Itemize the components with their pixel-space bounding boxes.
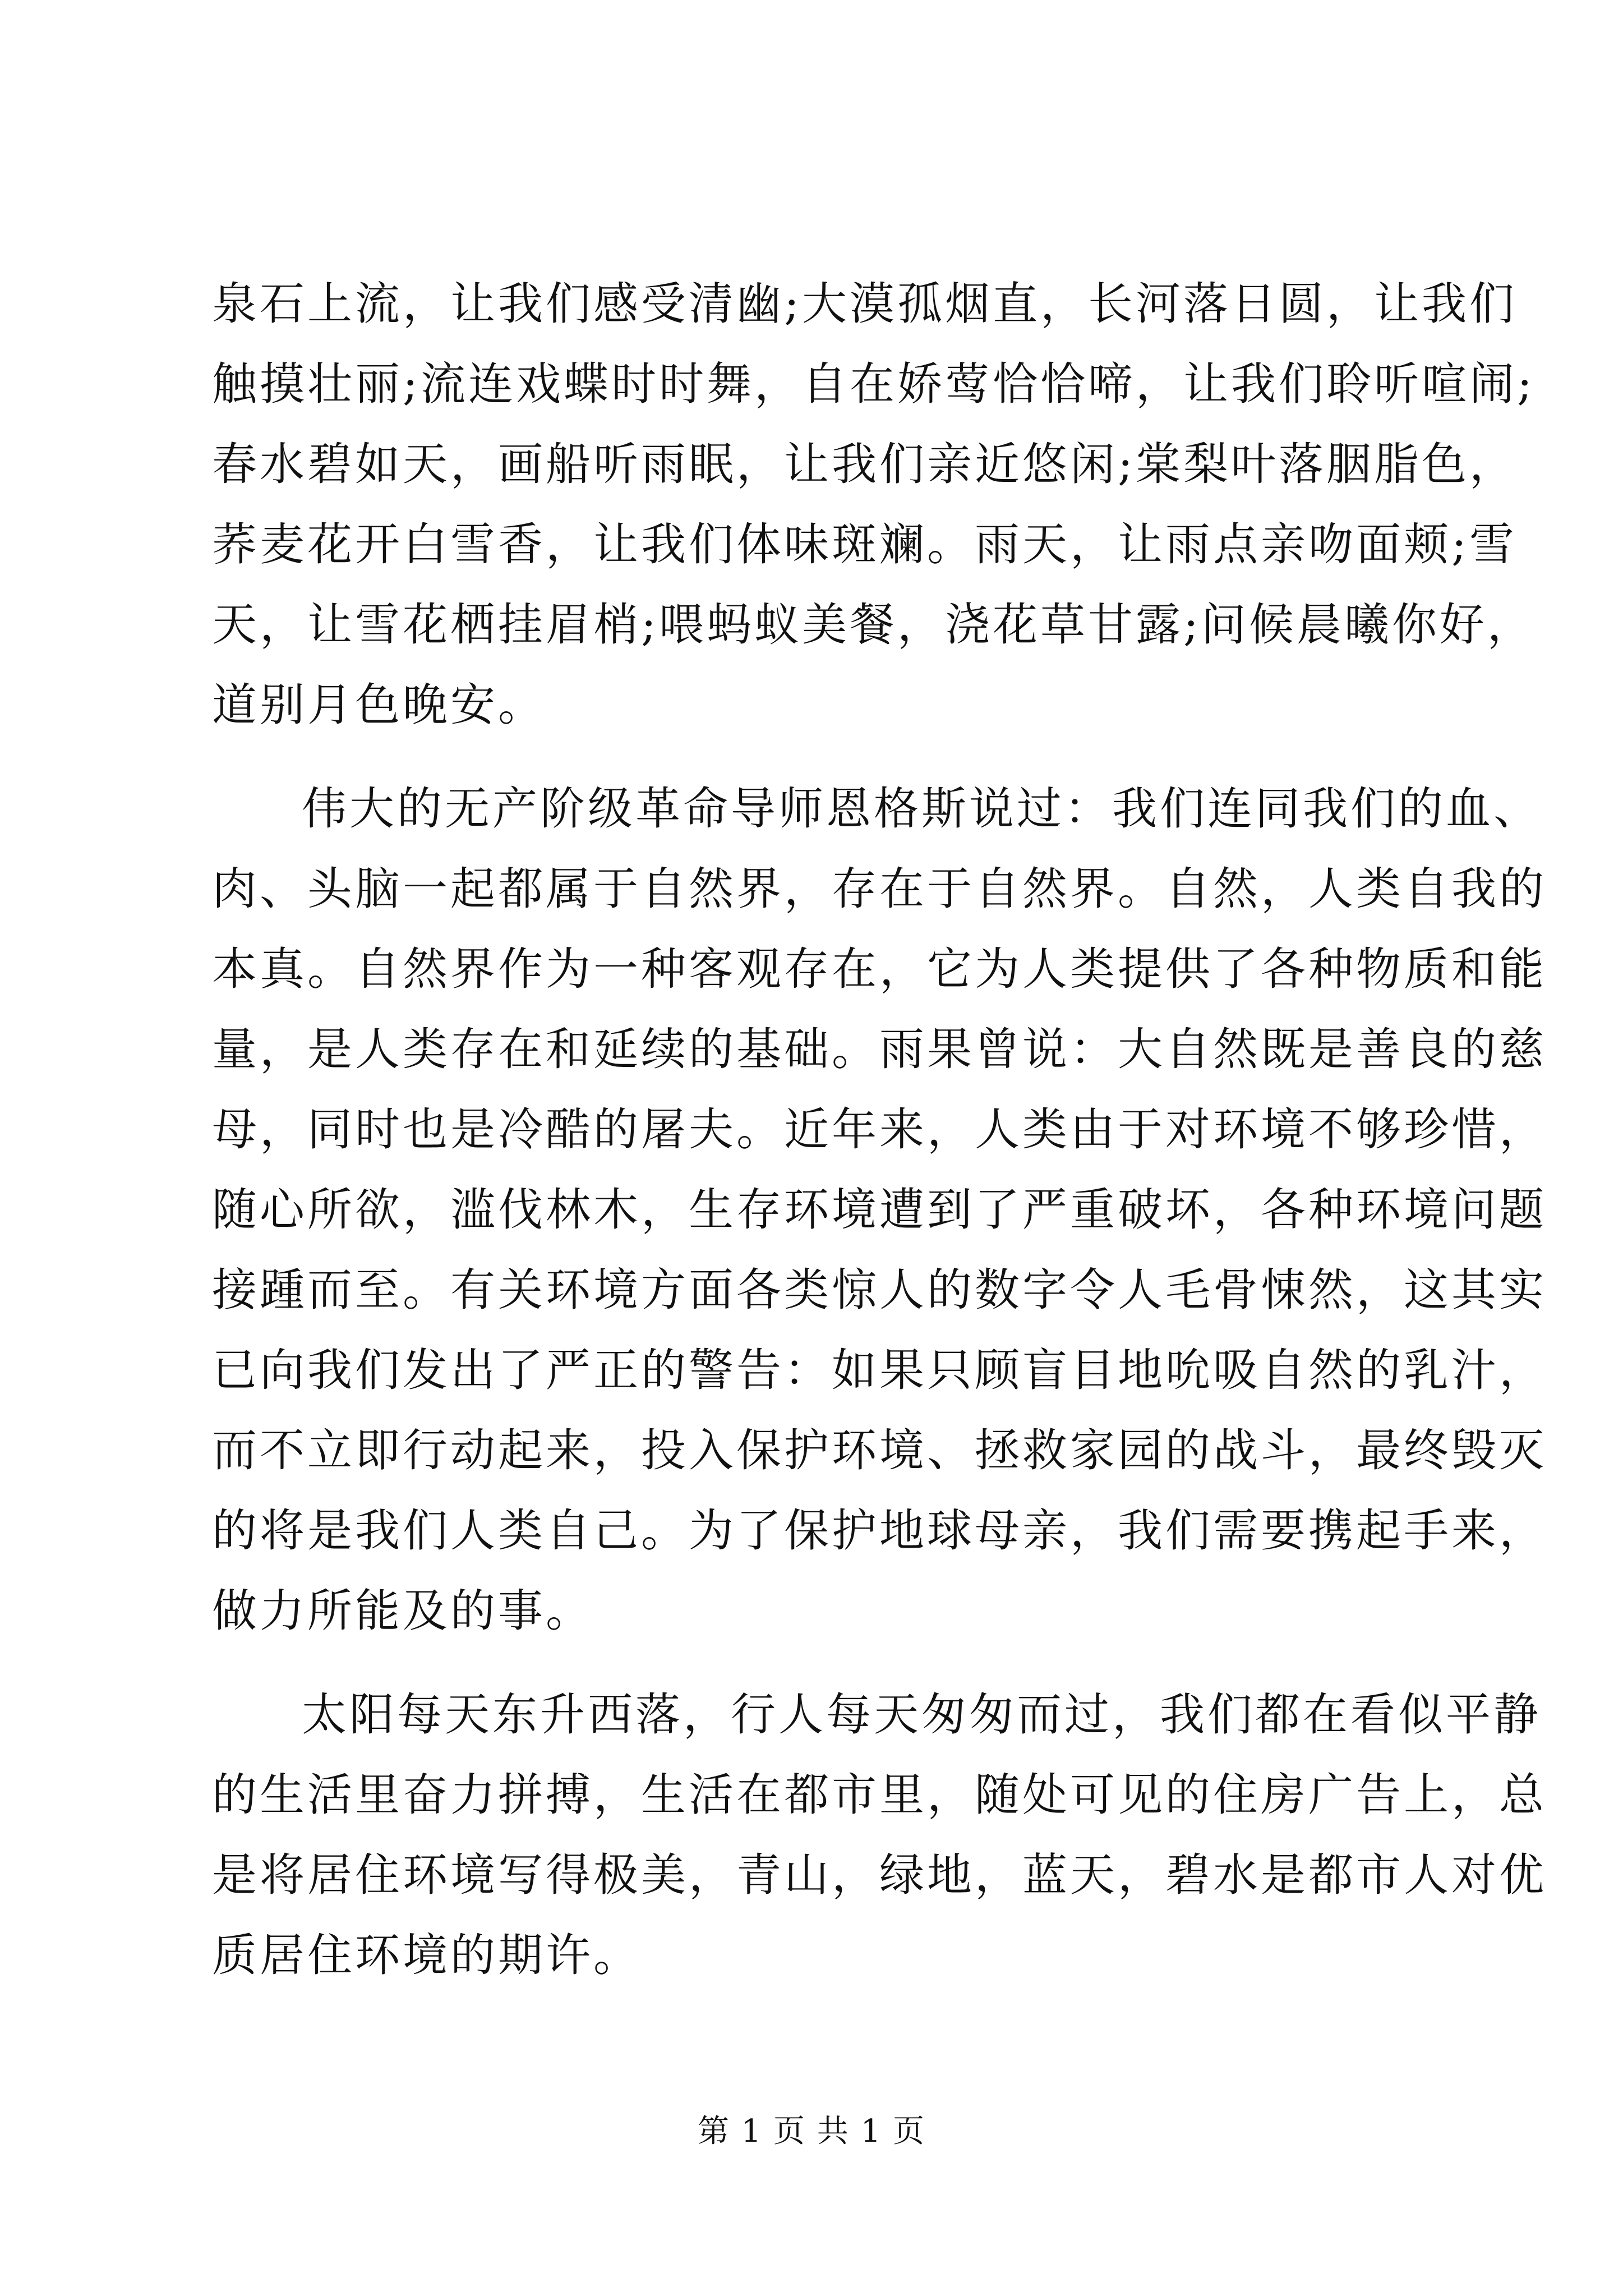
text-line: 而不立即行动起来，投入保护环境、拯救家园的战斗，最终毁灭 xyxy=(212,1424,1547,1476)
text-line: 天，让雪花栖挂眉梢;喂蚂蚁美餐，浇花草甘露;问候晨曦你好， xyxy=(212,599,1535,651)
body-text xyxy=(212,264,1547,1995)
text-line: 道别月色晚安。 xyxy=(212,679,546,731)
text-line: 的生活里奋力拼搏，生活在都市里，随处可见的住房广告上，总 xyxy=(212,1769,1547,1821)
text-line: 本真。自然界作为一种客观存在，它为人类提供了各种物质和能 xyxy=(212,943,1547,995)
text-line: 已向我们发出了严正的警告：如果只顾盲目地吮吸自然的乳汁， xyxy=(212,1344,1547,1396)
text-line: 做力所能及的事。 xyxy=(212,1585,593,1637)
page-footer xyxy=(0,2112,1623,2151)
text-line: 随心所欲，滥伐林木，生存环境遭到了严重破坏，各种环境问题 xyxy=(212,1184,1547,1236)
text-line: 量，是人类存在和延续的基础。雨果曾说：大自然既是善良的慈 xyxy=(212,1023,1547,1075)
paragraph-3 xyxy=(212,1674,1547,1995)
text-line: 春水碧如天，画船听雨眠，让我们亲近悠闲;棠梨叶落胭脂色， xyxy=(212,438,1517,490)
text-line: 质居住环境的期许。 xyxy=(212,1929,641,1981)
page-number-label: 第 1 页 共 1 页 xyxy=(697,2113,926,2150)
text-line: 母，同时也是冷酷的屠夫。近年来，人类由于对环境不够珍惜， xyxy=(212,1103,1547,1156)
text-line: 肉、头脑一起都属于自然界，存在于自然界。自然，人类自我的 xyxy=(212,863,1547,915)
text-line: 接踵而至。有关环境方面各类惊人的数字令人毛骨悚然，这其实 xyxy=(212,1264,1547,1316)
text-line: 伟大的无产阶级革命导师恩格斯说过：我们连同我们的血、 xyxy=(302,783,1541,835)
paragraph-2 xyxy=(212,769,1547,1651)
paragraph-spacing xyxy=(212,1651,1418,1674)
text-line: 太阳每天东升西落，行人每天匆匆而过，我们都在看似平静 xyxy=(302,1688,1541,1741)
text-line: 触摸壮丽;流连戏蝶时时舞，自在娇莺恰恰啼，让我们聆听喧闹; xyxy=(212,358,1535,410)
text-line: 是将居住环境写得极美，青山，绿地，蓝天，碧水是都市人对优 xyxy=(212,1849,1547,1901)
text-line: 荞麦花开白雪香，让我们体味斑斓。雨天，让雨点亲吻面颊;雪 xyxy=(212,518,1517,570)
paragraph-spacing xyxy=(212,745,1418,769)
text-line: 泉石上流，让我们感受清幽;大漠孤烟直，长河落日圆，让我们 xyxy=(212,278,1517,330)
text-line: 的将是我们人类自己。为了保护地球母亲，我们需要携起手来， xyxy=(212,1504,1547,1557)
paragraph-1 xyxy=(212,264,1535,745)
